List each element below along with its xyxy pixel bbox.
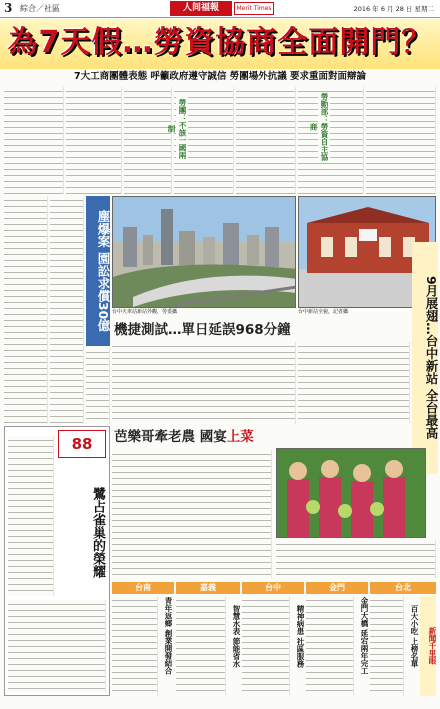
station-title: 9月展翅…台中新站 全台最高 (424, 276, 439, 440)
article-column (4, 87, 64, 194)
lawsuit-title: 塵爆案 園訟求償30億 (96, 210, 111, 332)
farmers-photo (276, 448, 426, 538)
article-column (366, 87, 436, 194)
article-column (86, 348, 110, 424)
article-column (8, 436, 54, 596)
metro-headline: 機捷測試…單日延誤968分鐘 (114, 322, 291, 338)
banana-headline-main: 芭樂哥牽老農 國宴 (114, 429, 227, 445)
farmers-photo-graphic (277, 449, 426, 538)
column-badge: 88 (58, 430, 106, 458)
article-column (242, 596, 290, 696)
photo-caption: 台中新站全貌，記者攝 (298, 309, 349, 315)
region-headline: 百大小吃 上榜名單 (410, 604, 419, 668)
banana-headline-highlight: 上菜 (226, 429, 254, 445)
issue-date: 2016 年 6 月 28 日 星期二 (353, 5, 434, 13)
region-header-taichung: 台中 (242, 582, 304, 594)
page-number: 3 (4, 1, 13, 15)
article-column (50, 196, 84, 424)
region-header-taipei: 台北 (370, 582, 436, 594)
newspaper-logo-en: Merit Times (234, 2, 274, 15)
article-column (370, 596, 404, 696)
main-headline: 為7天假…勞資協商全面開門？ (7, 25, 433, 60)
newspaper-logo: 人间福報 (170, 1, 232, 16)
region-headline: 精神病患 社區服務 (296, 604, 305, 668)
region-headline: 智慧水表 節能省水 (232, 604, 241, 668)
side-tag: 勞動部：勞資自主協商 (309, 93, 329, 161)
region-headline: 青年返鄉 創業開發結合 (164, 597, 173, 675)
article-column (124, 87, 172, 194)
subheadline: 7大工商團體表態 呼籲政府遵守誠信 勞團場外抗議 要求重面對面辯論 (73, 71, 367, 82)
article-column (176, 596, 226, 696)
article-column (276, 540, 436, 578)
article-column (298, 342, 410, 424)
article-column (112, 342, 296, 424)
article-column (66, 87, 122, 194)
region-headline: 金門大橋 延宕兩年完工 (360, 597, 369, 675)
article-column (236, 87, 296, 194)
article-column (8, 600, 106, 692)
article-column (112, 596, 158, 696)
article-column (4, 196, 48, 424)
article-column (306, 596, 354, 696)
article-column (298, 87, 364, 194)
region-header-chiayi: 嘉義 (176, 582, 240, 594)
section-label: 綜合／社區 (20, 4, 60, 13)
region-header-tainan: 台南 (112, 582, 174, 594)
banana-headline (114, 426, 314, 448)
column-title: 鷺占雀巢的榮耀 (90, 486, 105, 578)
region-header-kinmen: 金門 (306, 582, 368, 594)
article-column (112, 450, 272, 578)
city-photo-graphic (113, 197, 296, 308)
side-tag: 勞團：不該一國兩制 (176, 96, 188, 162)
city-photo (112, 196, 296, 308)
photo-caption: 台中火車站新站外觀，勞委攝 (112, 309, 178, 315)
news-box-title: 新聞千里眼 (428, 627, 437, 665)
